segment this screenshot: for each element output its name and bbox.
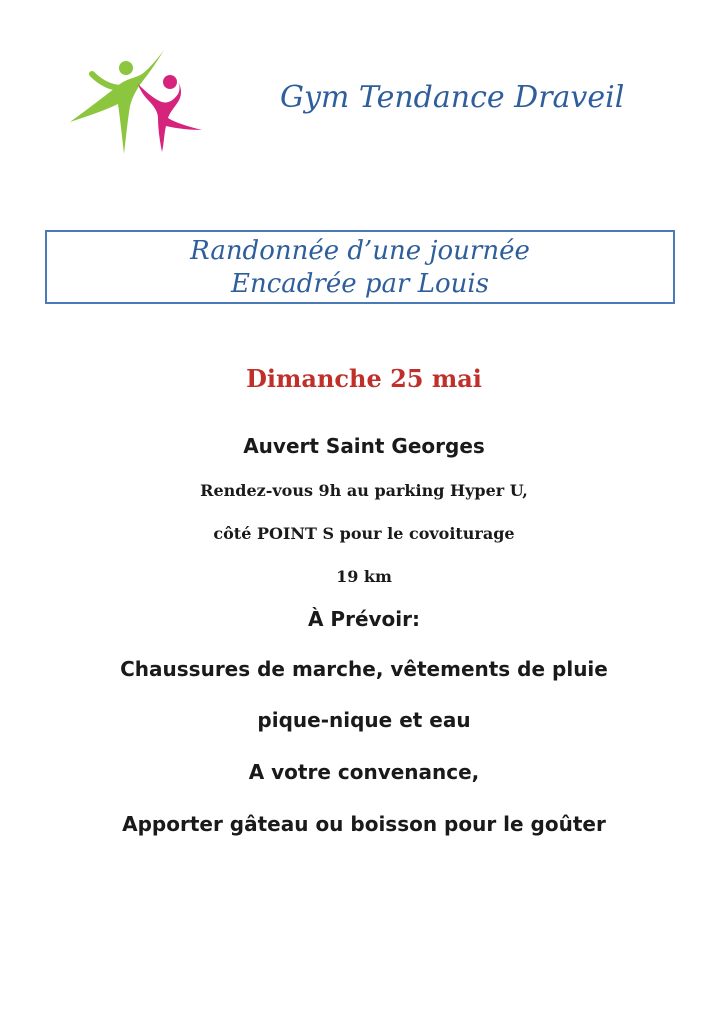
meeting-info-line2: côté POINT S pour le covoiturage [213,524,515,543]
equipment-heading: À Prévoir: [307,607,421,631]
meeting-info-line1: Rendez-vous 9h au parking Hyper U, [200,481,528,500]
equipment-line1: Chaussures de marche, vêtements de pluie [120,657,608,681]
club-name: Gym Tendance Draveil [280,80,625,115]
event-title-line2: Encadrée par Louis [230,269,490,299]
equipment-line3: A votre convenance, [248,760,480,784]
event-date: Dimanche 25 mai [246,364,482,393]
event-title-line1: Randonnée d’une journée [190,236,530,266]
dancing-figures-logo-icon [62,44,207,159]
event-title-box [45,230,675,304]
equipment-line4: Apporter gâteau ou boisson pour le goûter [122,812,606,836]
hike-distance: 19 km [336,567,392,586]
equipment-line2: pique-nique et eau [257,708,471,732]
event-place: Auvert Saint Georges [243,434,485,458]
